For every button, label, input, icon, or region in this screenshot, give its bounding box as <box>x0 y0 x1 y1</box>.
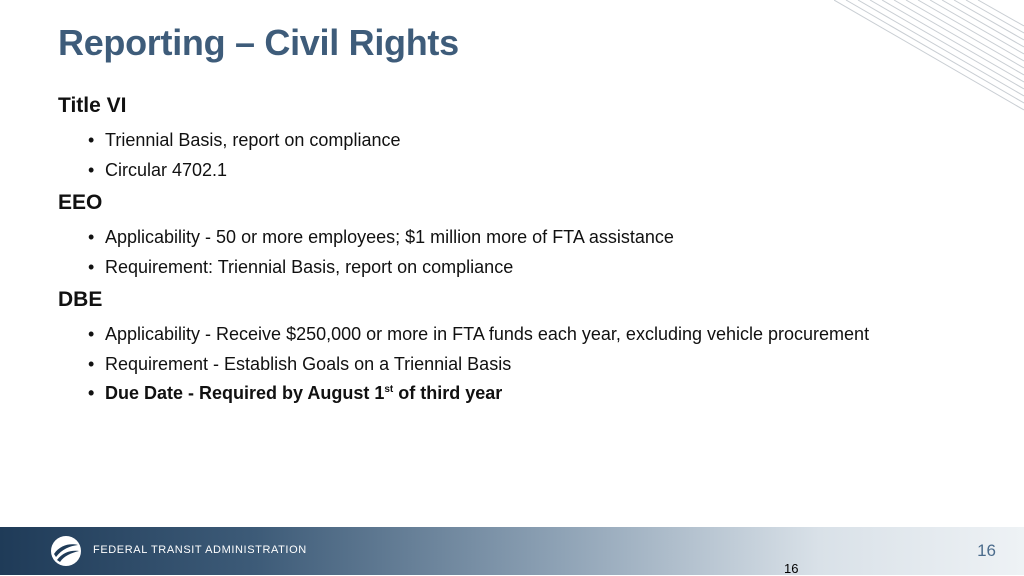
section-eeo <box>58 189 984 282</box>
section-heading: Title VI <box>58 94 127 117</box>
page-number-small: 16 <box>784 561 799 576</box>
bullet-item: • Triennial Basis, report on compliance <box>88 130 401 150</box>
bullet-item: • Applicability - 50 or more employees; $1 million more of FTA assistance <box>88 227 674 247</box>
slide-content <box>58 92 984 413</box>
bullet-item: • Requirement - Establish Goals on a Triennial Basis <box>88 353 512 374</box>
bullet-list <box>58 223 984 282</box>
page-number: 16 <box>977 541 996 560</box>
bullet-item-due-date: • Due Date - Required by August 1st of third year <box>88 383 503 403</box>
bullet-item: • Applicability - Receive $250,000 or more in FTA funds each year, excluding vehicle procurement <box>88 324 870 344</box>
agency-name: FEDERAL TRANSIT ADMINISTRATION <box>93 544 307 556</box>
section-heading: DBE <box>58 288 103 311</box>
section-dbe <box>58 286 984 409</box>
footer-bar <box>0 527 1024 575</box>
slide-title: Reporting – Civil Rights <box>58 22 459 63</box>
bullet-list <box>58 126 984 185</box>
bullet-item: • Requirement: Triennial Basis, report on compliance <box>88 256 514 277</box>
bullet-item: • Circular 4702.1 <box>88 159 228 180</box>
section-title-vi <box>58 92 984 185</box>
bullet-list <box>58 320 984 409</box>
section-heading: EEO <box>58 191 103 214</box>
fta-logo-icon <box>50 535 82 567</box>
